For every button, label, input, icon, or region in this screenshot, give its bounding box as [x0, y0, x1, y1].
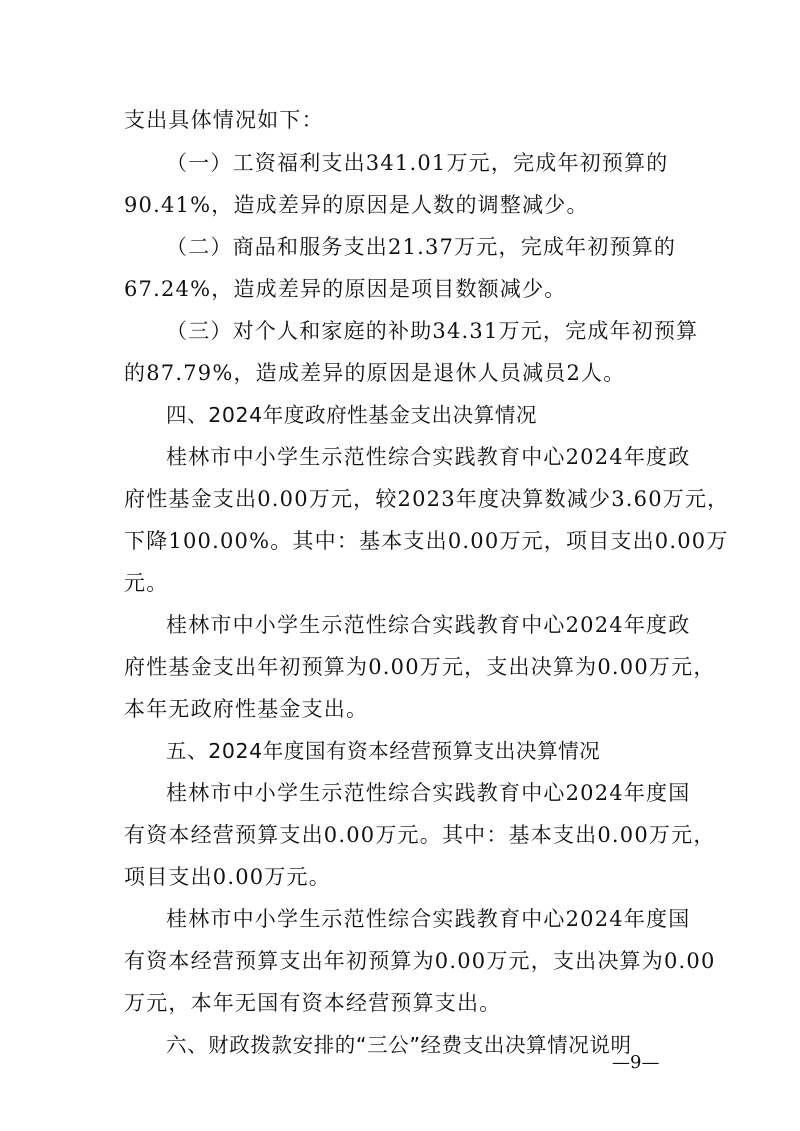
text-line: 下降100.00%。其中：基本支出0.00万元，项目支出0.00万 [124, 529, 729, 553]
text-line: （一）工资福利支出341.01万元，完成年初预算的 [166, 151, 669, 175]
text-line: 有资本经营预算支出年初预算为0.00万元，支出决算为0.00 [124, 949, 716, 973]
text-line: （三）对个人和家庭的补助34.31万元，完成年初预算 [166, 319, 699, 343]
text-line: （二）商品和服务支出21.37万元，完成年初预算的 [166, 235, 677, 259]
text-line: 元。 [124, 571, 169, 595]
text-line: 有资本经营预算支出0.00万元。其中：基本支出0.00万元， [124, 823, 716, 847]
text-line: 桂林市中小学生示范性综合实践教育中心2024年度政 [166, 613, 691, 637]
text-line: 90.41%，造成差异的原因是人数的调整减少。 [124, 193, 589, 217]
text-line: 项目支出0.00万元。 [124, 865, 331, 889]
page-number: —9— [612, 1052, 660, 1073]
text-line: 本年无政府性基金支出。 [124, 697, 369, 721]
text-line: 的87.79%，造成差异的原因是退休人员减员2人。 [124, 361, 626, 385]
section-heading: 四、2024年度政府性基金支出决算情况 [166, 403, 538, 427]
text-line: 桂林市中小学生示范性综合实践教育中心2024年度国 [166, 907, 691, 931]
text-line: 府性基金支出年初预算为0.00万元，支出决算为0.00万元， [124, 655, 716, 679]
section-heading: 五、2024年度国有资本经营预算支出决算情况 [166, 739, 601, 763]
text-line: 桂林市中小学生示范性综合实践教育中心2024年度国 [166, 781, 691, 805]
text-line: 桂林市中小学生示范性综合实践教育中心2024年度政 [166, 445, 691, 469]
text-line: 万元，本年无国有资本经营预算支出。 [124, 991, 502, 1015]
text-line: 67.24%，造成差异的原因是项目数额减少。 [124, 277, 567, 301]
section-heading: 六、财政拨款安排的“三公”经费支出决算情况说明 [166, 1033, 632, 1057]
text-line: 支出具体情况如下： [124, 108, 324, 132]
text-line: 府性基金支出0.00万元，较2023年度决算数减少3.60万元， [124, 487, 730, 511]
